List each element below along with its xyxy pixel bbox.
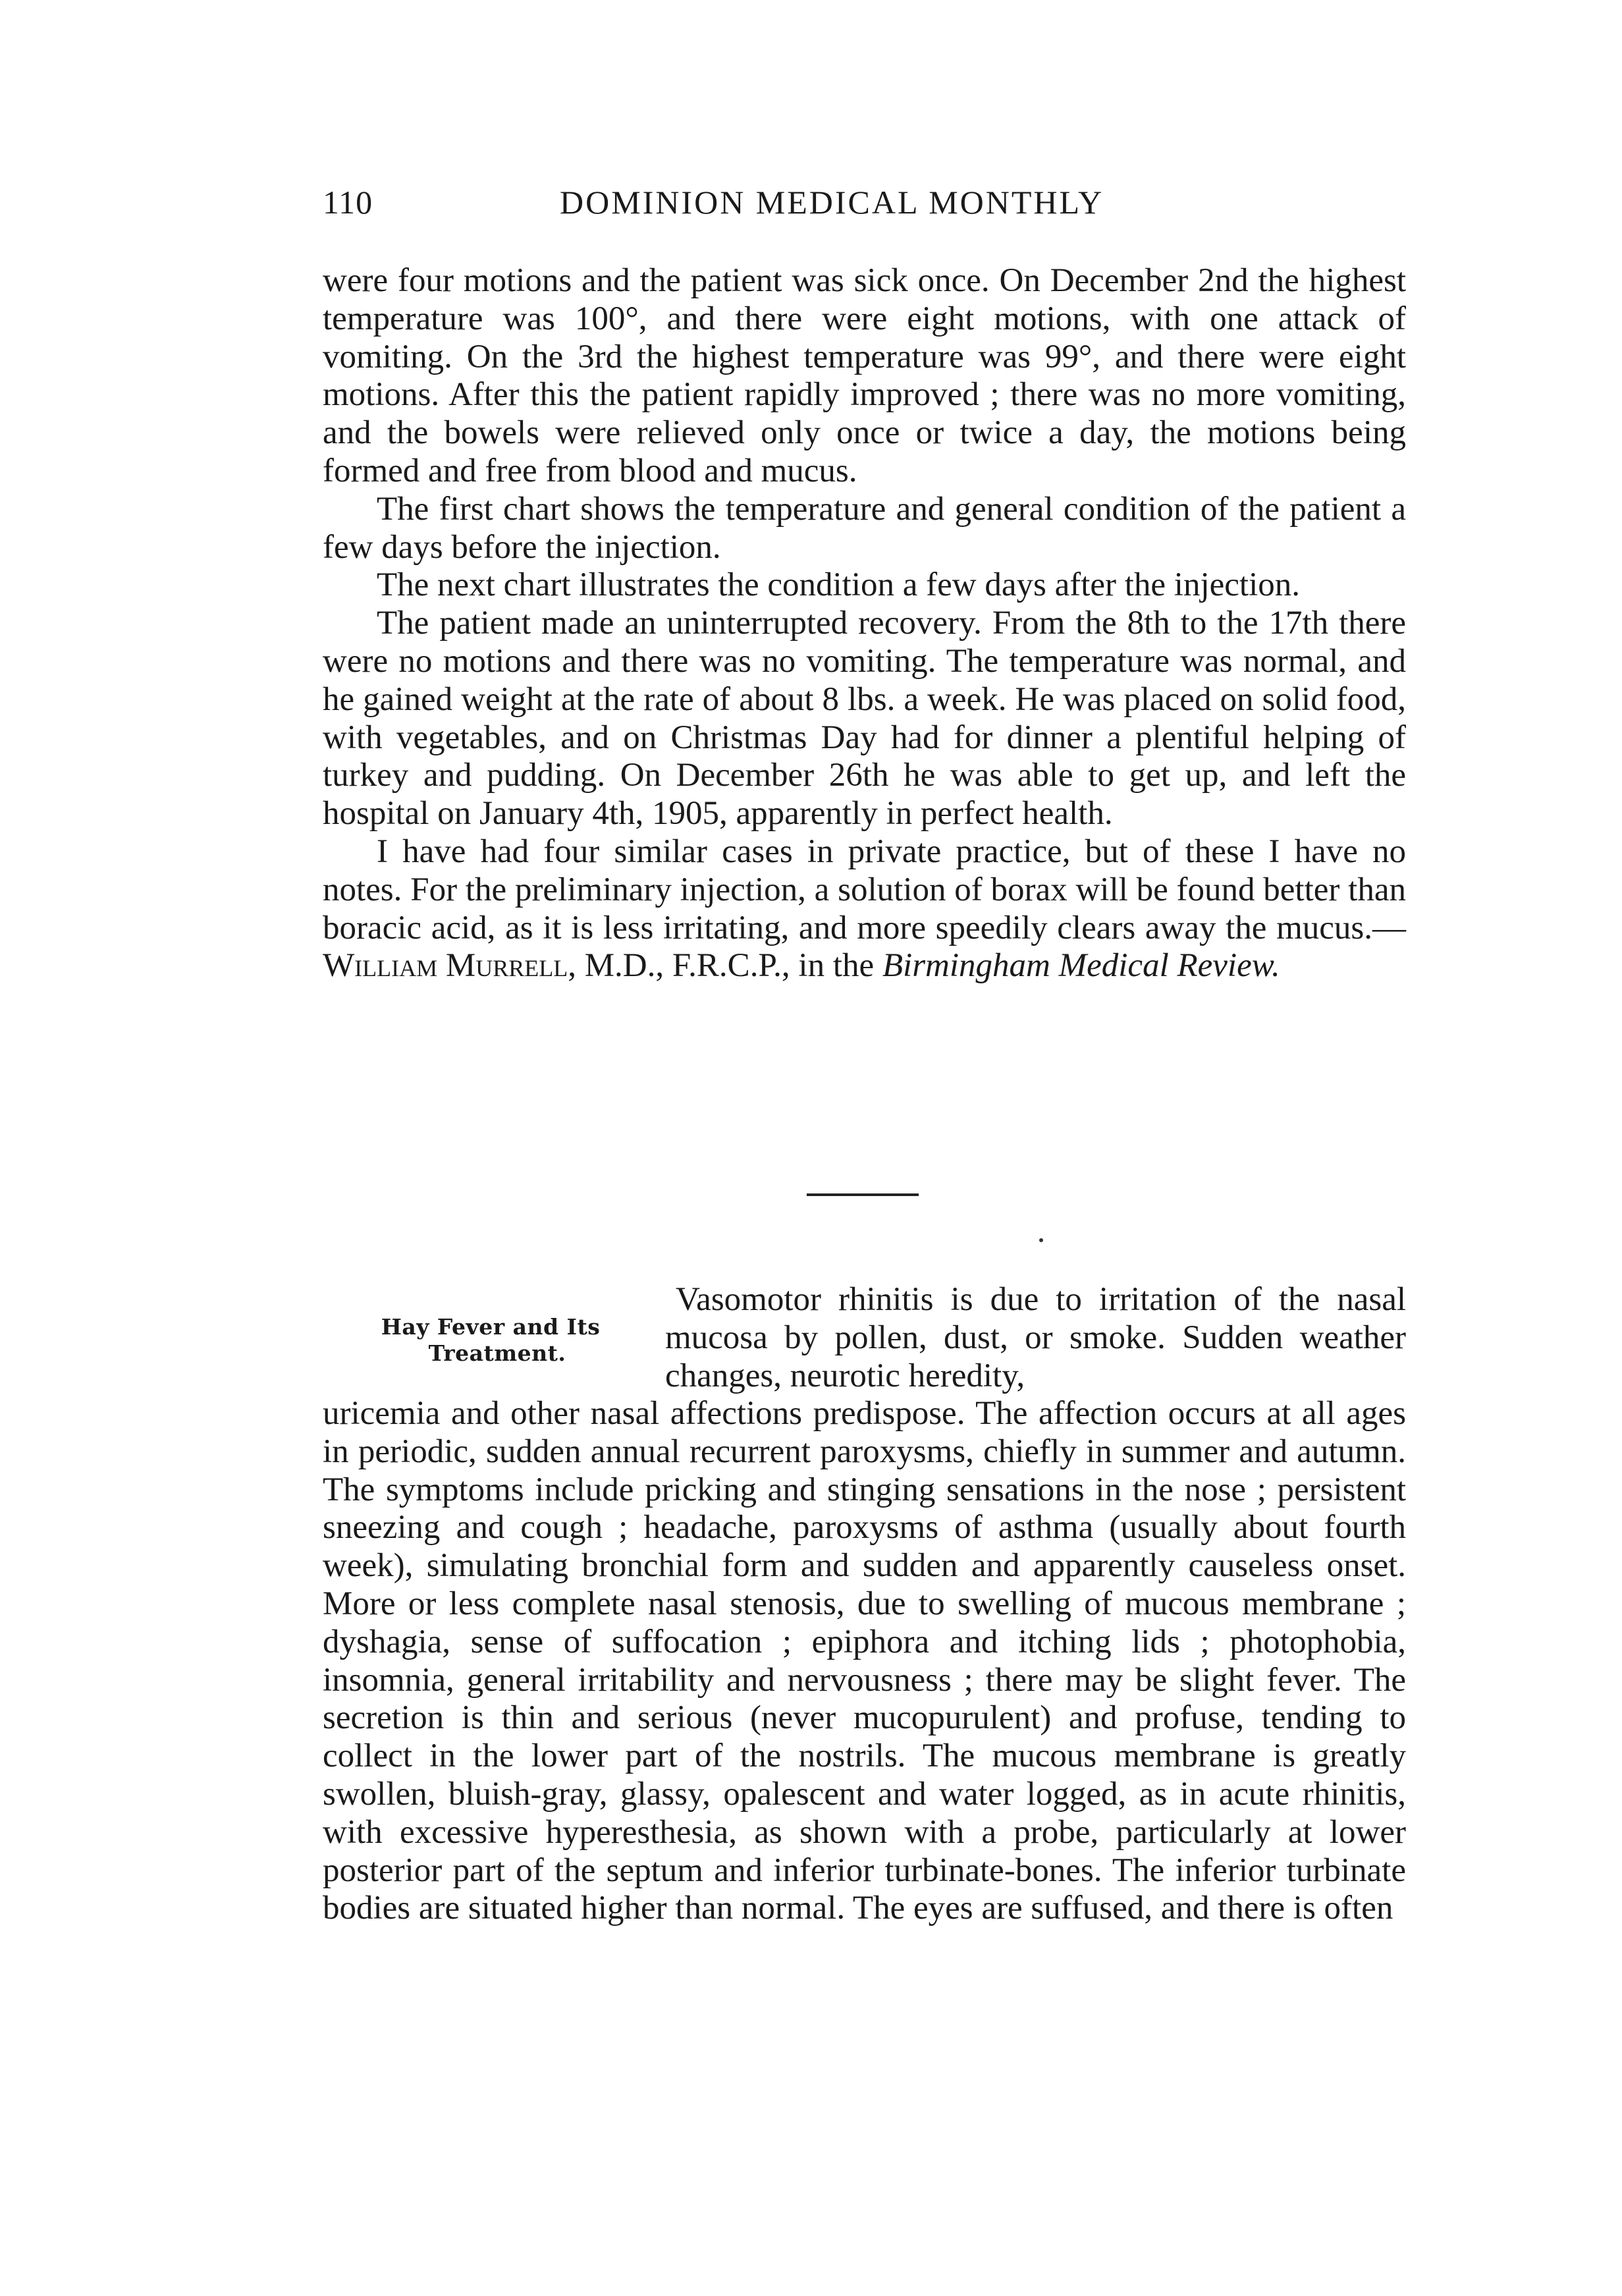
journal-title: Birmingham Medical Review. (882, 947, 1280, 985)
section-separator (807, 1193, 919, 1196)
article-paragraph: The next chart illustrates the condition a few days after the injection. (377, 566, 1301, 604)
running-head: DOMINION MEDICAL MONTHLY (560, 184, 1104, 221)
section-sidenote (336, 1314, 645, 1367)
sidenote-line: Hay Fever and Its (381, 1314, 601, 1340)
body-paragraph: uricemia and other nasal affections predispose. The affection occurs at all ages in periodic, sudden annual recurrent paroxysms, chiefly in summer and autumn. The symptoms include pricking and stinging sensations in the nose ; persistent sneezing and cough ; headache, paroxysms of asthma (usually about fourth week), simulating bronchial form and sudden and apparently causeless onset. More or less complete nasal stenosis, due to swelling of mucous membrane ; dyshagia, sense of suffocation ; epiphora and itching lids ; photophobia, insomnia, general irritability and nervousness ; there may be slight fever. The secretion is thin and serious (never mucopurulent) and profuse, tending to collect in the lower part of the nostrils. The mucous membrane is greatly swollen, bluish-gray, glassy, opalescent and water logged, as in acute rhinitis, with excessive hyperesthesia, as shown with a probe, particularly at lower posterior part of the septum and inferior turbinate-bones. The inferior turbinate bodies are situated higher than normal. The eyes are suffused, and there is often (323, 1395, 1406, 1927)
section-body (323, 1395, 1406, 1928)
section-intro (665, 1281, 1406, 1395)
author-degrees: , M.D., F.R.C.P., in the (568, 947, 882, 985)
article-paragraph (323, 833, 1406, 985)
intro-paragraph: Vasomotor rhinitis is due to irritation of the nasal mucosa by pollen, dust, or smoke. Sudden weather changes, neurotic heredity, (665, 1281, 1406, 1394)
article-body (323, 262, 1406, 985)
sidenote-line: Treatment. (428, 1340, 566, 1366)
page-header (323, 183, 1297, 229)
print-speck (1039, 1238, 1043, 1242)
article-paragraph: The patient made an uninterrupted recovery. From the 8th to the 17th there were no motions and there was no vomiting. The temperature was normal, and he gained weight at the rate of about 8 lbs. a week. He was placed on solid food, with vegetables, and on Christmas Day had for dinner a plentiful helping of turkey and pudding. On December 26th he was able to get up, and left the hospital on January 4th, 1905, apparently in perfect health. (323, 605, 1406, 833)
paragraph-text: I have had four similar cases in private practice, but of these I have no notes. For the preliminary injection, a solution of borax will be found better than boracic acid, as it is less irritating, and more speedily clears away the mucus.— (323, 833, 1406, 946)
author-name: William Murrell (323, 947, 568, 985)
article-paragraph: were four motions and the patient was sick once. On December 2nd the highest temperature was 100°, and there were eight motions, with one attack of vomiting. On the 3rd the highest temperature was 99°, and there were eight motions. After this the patient rapidly improved ; there was no more vomiting, and the bowels were relieved only once or twice a day, the motions being formed and free from blood and mucus. (323, 262, 1406, 489)
page-number: 110 (323, 184, 373, 221)
article-paragraph: The first chart shows the temperature and general condition of the patient a few days before the injection. (323, 490, 1406, 566)
